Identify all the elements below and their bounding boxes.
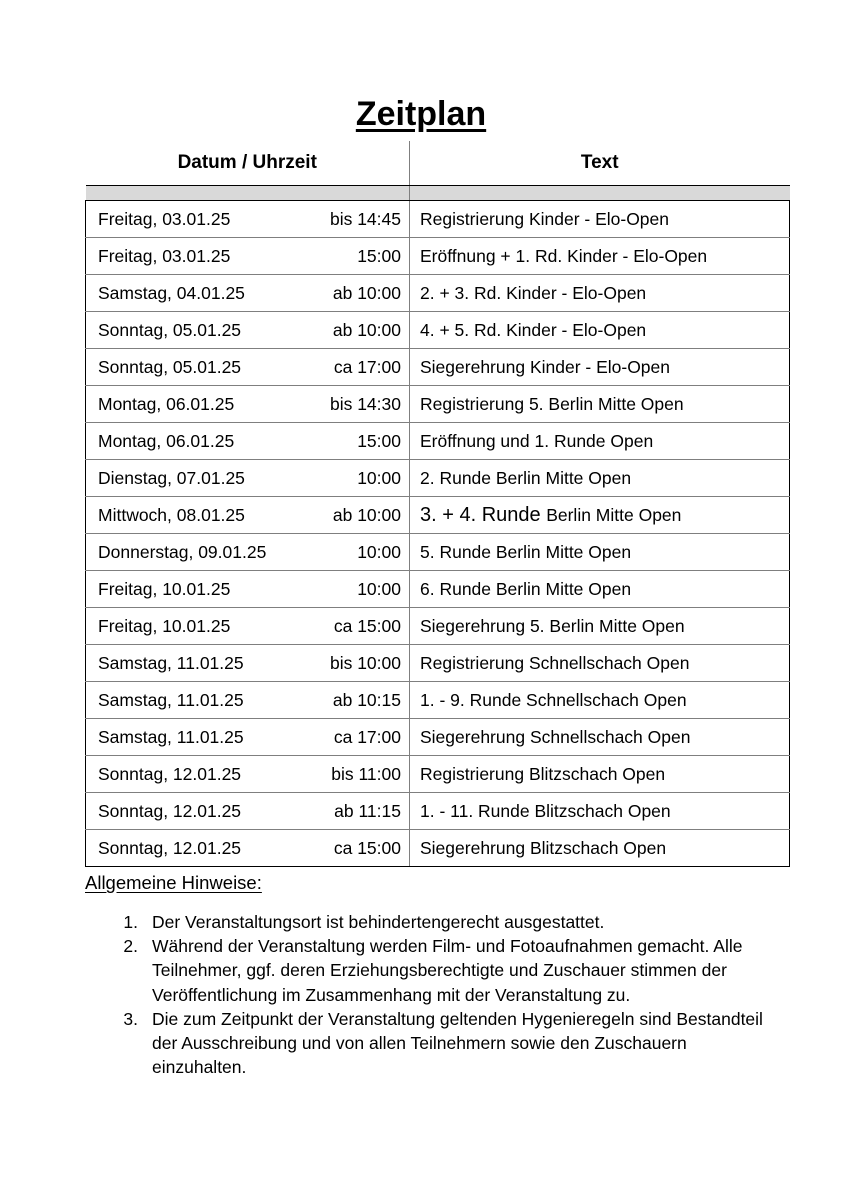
- list-item-text: Die zum Zeitpunkt der Veranstaltung geltenden Hygenieregeln sind Bestandteil der Ausschreibung und von allen Teilnehmern sowie den Zuschauern einzuhalten.: [152, 1008, 763, 1078]
- cell-text: [410, 571, 790, 608]
- spacer-cell-date: [86, 186, 410, 201]
- cell-time: 10:00: [357, 578, 401, 599]
- cell-date-time: [86, 386, 410, 423]
- cell-text: [410, 497, 790, 534]
- cell-time: 15:00: [357, 430, 401, 451]
- cell-time: ca 15:00: [333, 837, 401, 858]
- table-row: [86, 423, 790, 460]
- cell-day: Dienstag, 07.01.25: [98, 467, 245, 488]
- cell-text-emphasis: 3. + 4. Runde: [420, 503, 547, 526]
- cell-date-time: [86, 275, 410, 312]
- cell-time: ca 17:00: [333, 726, 401, 747]
- cell-day: Freitag, 03.01.25: [98, 208, 231, 229]
- list-item: [104, 1007, 784, 1080]
- cell-date-time: [86, 793, 410, 830]
- cell-day: Samstag, 11.01.25: [98, 652, 244, 673]
- cell-day: Montag, 06.01.25: [98, 393, 235, 414]
- cell-text: [410, 349, 790, 386]
- cell-date-time: [86, 201, 410, 238]
- list-item-number: 1.: [123, 912, 138, 932]
- cell-text-value: Registrierung Schnellschach Open: [420, 652, 690, 673]
- cell-day: Samstag, 11.01.25: [98, 689, 244, 710]
- cell-time: ab 11:15: [334, 800, 401, 821]
- cell-text: [410, 830, 790, 867]
- cell-date-time: [86, 460, 410, 497]
- table-row: [86, 571, 790, 608]
- list-item-number: 2.: [123, 936, 138, 957]
- cell-text: [410, 608, 790, 645]
- cell-text: [410, 793, 790, 830]
- column-header-date: Datum / Uhrzeit: [86, 141, 410, 186]
- notes-list: [104, 910, 784, 1079]
- schedule-table-body: [86, 201, 790, 867]
- cell-time: bis 11:00: [331, 763, 401, 784]
- cell-text-value: 2. Runde Berlin Mitte Open: [420, 467, 632, 488]
- cell-text: [410, 275, 790, 312]
- cell-time: ca 17:00: [333, 356, 401, 377]
- cell-date-time: [86, 830, 410, 867]
- table-row: [86, 275, 790, 312]
- table-row: [86, 460, 790, 497]
- cell-day: Sonntag, 05.01.25: [98, 319, 242, 340]
- cell-text: [410, 645, 790, 682]
- cell-day: Samstag, 11.01.25: [98, 726, 244, 747]
- cell-day: Freitag, 03.01.25: [98, 245, 231, 266]
- cell-text: [410, 719, 790, 756]
- table-row: [86, 534, 790, 571]
- page-title: [0, 95, 842, 134]
- cell-date-time: [86, 312, 410, 349]
- cell-date-time: [86, 608, 410, 645]
- table-row: [86, 719, 790, 756]
- cell-text-value: Registrierung Blitzschach Open: [420, 763, 666, 784]
- cell-text: [410, 534, 790, 571]
- cell-text-value: 5. Runde Berlin Mitte Open: [420, 541, 632, 562]
- table-spacer-row: [86, 186, 790, 201]
- cell-text-value: Siegerehrung 5. Berlin Mitte Open: [420, 615, 685, 636]
- cell-day: Freitag, 10.01.25: [98, 615, 231, 636]
- cell-text: [410, 201, 790, 238]
- cell-day: Sonntag, 05.01.25: [98, 356, 242, 377]
- cell-text-suffix: Berlin Mitte Open: [546, 504, 682, 525]
- cell-text-value: 1. - 11. Runde Blitzschach Open: [420, 800, 671, 821]
- notes-heading: Allgemeine Hinweise:: [85, 872, 262, 893]
- table-row: [86, 312, 790, 349]
- cell-text-value: 6. Runde Berlin Mitte Open: [420, 578, 632, 599]
- cell-text-value: Siegerehrung Schnellschach Open: [420, 726, 691, 747]
- cell-date-time: [86, 682, 410, 719]
- cell-date-time: [86, 349, 410, 386]
- cell-text: [410, 423, 790, 460]
- cell-day: Sonntag, 12.01.25: [98, 763, 242, 784]
- list-item-number: 3.: [123, 1008, 138, 1029]
- table-row: [86, 830, 790, 867]
- cell-day: Mittwoch, 08.01.25: [98, 504, 245, 525]
- page-title-text: Zeitplan: [355, 94, 487, 133]
- cell-time: ab 10:00: [332, 319, 401, 340]
- cell-date-time: [86, 756, 410, 793]
- cell-time: ab 10:15: [332, 689, 401, 710]
- cell-text-value: Eröffnung und 1. Runde Open: [420, 430, 654, 451]
- cell-date-time: [86, 534, 410, 571]
- spacer-cell-text: [410, 186, 790, 201]
- table-row: [86, 756, 790, 793]
- table-header-row: [86, 141, 790, 186]
- table-row: [86, 349, 790, 386]
- cell-date-time: [86, 497, 410, 534]
- cell-time: ab 10:00: [332, 504, 401, 525]
- cell-text-value: Siegerehrung Blitzschach Open: [420, 837, 667, 858]
- cell-date-time: [86, 423, 410, 460]
- cell-date-time: [86, 719, 410, 756]
- cell-time: bis 10:00: [329, 652, 401, 673]
- table-row: [86, 238, 790, 275]
- cell-day: Donnerstag, 09.01.25: [98, 541, 267, 562]
- cell-date-time: [86, 571, 410, 608]
- cell-date-time: [86, 645, 410, 682]
- schedule-table: [85, 141, 790, 867]
- cell-date-time: [86, 238, 410, 275]
- cell-text: [410, 238, 790, 275]
- cell-day: Samstag, 04.01.25: [98, 282, 245, 303]
- table-row: [86, 645, 790, 682]
- cell-text: [410, 386, 790, 423]
- cell-time: bis 14:30: [329, 393, 401, 414]
- cell-time: 10:00: [357, 541, 401, 562]
- cell-day: Montag, 06.01.25: [98, 430, 235, 451]
- list-item: [104, 910, 784, 934]
- cell-time: ab 10:00: [332, 282, 401, 303]
- table-row: [86, 497, 790, 534]
- column-header-text: Text: [410, 141, 790, 186]
- table-row: [86, 201, 790, 238]
- cell-time: 10:00: [357, 467, 401, 488]
- cell-text-value: Registrierung 5. Berlin Mitte Open: [420, 393, 684, 414]
- table-row: [86, 608, 790, 645]
- cell-text-value: Eröffnung + 1. Rd. Kinder - Elo-Open: [420, 245, 708, 266]
- cell-day: Sonntag, 12.01.25: [98, 837, 242, 858]
- cell-text: [410, 756, 790, 793]
- cell-text: [410, 460, 790, 497]
- cell-time: 15:00: [357, 245, 401, 266]
- cell-time: bis 14:45: [329, 208, 401, 229]
- list-item: [104, 934, 784, 1007]
- cell-text-value: Registrierung Kinder - Elo-Open: [420, 208, 670, 229]
- cell-text-value: 4. + 5. Rd. Kinder - Elo-Open: [420, 319, 647, 340]
- cell-day: Freitag, 10.01.25: [98, 578, 231, 599]
- table-row: [86, 682, 790, 719]
- list-item-text: Während der Veranstaltung werden Film- und Fotoaufnahmen gemacht. Alle Teilnehmer, ggf. deren Erziehungsberechtigte und Zuschauer stimmen der Veröffentlichung im Zusammenhang mit der Veranstaltung zu.: [152, 936, 743, 1005]
- list-item-text: Der Veranstaltungsort ist behindertengerecht ausgestattet.: [152, 912, 605, 932]
- cell-text-value: 2. + 3. Rd. Kinder - Elo-Open: [420, 282, 647, 303]
- cell-text-value: 1. - 9. Runde Schnellschach Open: [420, 689, 687, 710]
- cell-time: ca 15:00: [333, 615, 401, 636]
- table-row: [86, 386, 790, 423]
- table-row: [86, 793, 790, 830]
- cell-text: [410, 312, 790, 349]
- cell-text-value: Siegerehrung Kinder - Elo-Open: [420, 356, 671, 377]
- cell-day: Sonntag, 12.01.25: [98, 800, 242, 821]
- cell-text: [410, 682, 790, 719]
